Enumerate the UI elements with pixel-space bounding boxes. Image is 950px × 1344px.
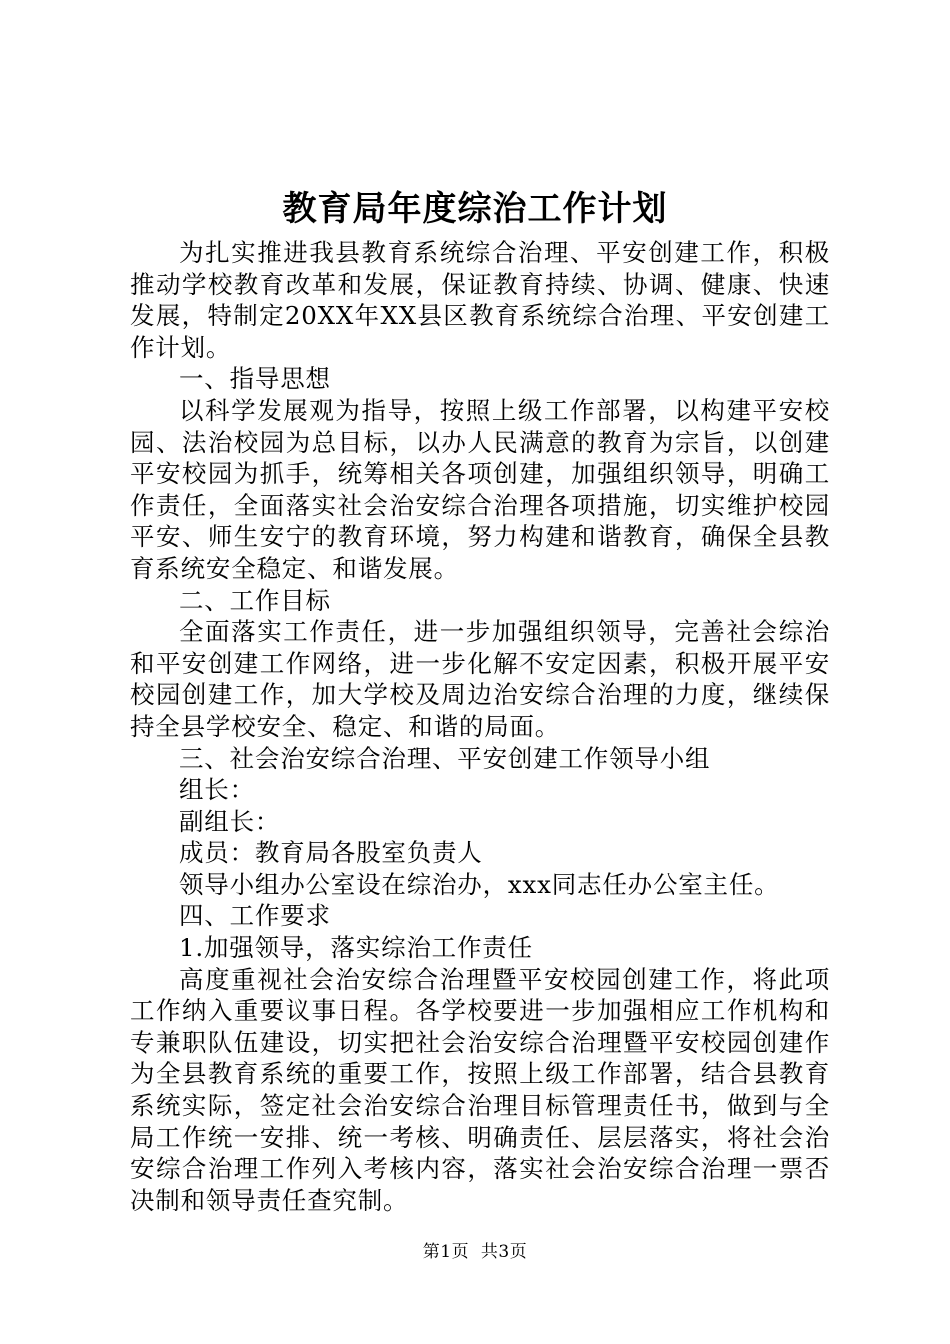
intro-paragraph: 为扎实推进我县教育系统综合治理、平安创建工作，积极推动学校教育改革和发展，保证教育持续、协调、健康、快速发展，特制定20XX年XX县区教育系统综合治理、平安创建工作计划。	[130, 238, 830, 362]
members-line: 成员：教育局各股室负责人	[179, 838, 483, 868]
section-heading-leadership-group: 三、社会治安综合治理、平安创建工作领导小组	[179, 743, 711, 773]
section-heading-work-goals: 二、工作目标	[179, 585, 331, 615]
group-leader-line: 组长：	[179, 775, 255, 805]
guiding-ideology-paragraph: 以科学发展观为指导，按照上级工作部署，以构建平安校园、法治校园为总目标，以办人民满意的教育为宗旨，以创建平安校园为抓手，统筹相关各项创建，加强组织领导，明确工作责任，全面落实社会治安综合治理各项措施，切实维护校园平安、师生安宁的教育环境，努力构建和谐教育，确保全县教育系统安全稳定、和谐发展。	[130, 395, 830, 583]
subheading-strengthen-leadership: 1.加强领导，落实综治工作责任	[179, 933, 533, 963]
office-line: 领导小组办公室设在综治办，xxx同志任办公室主任。	[179, 869, 780, 899]
footer-separator	[469, 1242, 481, 1262]
page-number: 第1页	[422, 1242, 470, 1262]
document-body	[130, 237, 830, 1216]
deputy-leader-line: 副组长：	[179, 806, 281, 836]
document-title: 教育局年度综治工作计划	[282, 189, 668, 229]
section-heading-guiding-ideology: 一、指导思想	[179, 364, 331, 394]
work-goals-paragraph: 全面落实工作责任，进一步加强组织领导，完善社会综治和平安创建工作网络，进一步化解不安定因素，积极开展平安校园创建工作，加大学校及周边治安综合治理的力度，继续保持全县学校安全、稳定、和谐的局面。	[130, 617, 830, 741]
section-heading-work-requirements: 四、工作要求	[179, 901, 331, 931]
page-total: 共3页	[480, 1242, 528, 1262]
strengthen-leadership-paragraph: 高度重视社会治安综合治理暨平安校园创建工作，将此项工作纳入重要议事日程。各学校要进一步加强相应工作机构和专兼职队伍建设，切实把社会治安综合治理暨平安校园创建作为全县教育系统的重要工作，按照上级工作部署，结合县教育系统实际，签定社会治安综合治理目标管理责任书，做到与全局工作统一安排、统一考核、明确责任、层层落实，将社会治安综合治理工作列入考核内容，落实社会治安综合治理一票否决制和领导责任查究制。	[130, 964, 830, 1215]
page-footer	[0, 1240, 950, 1264]
